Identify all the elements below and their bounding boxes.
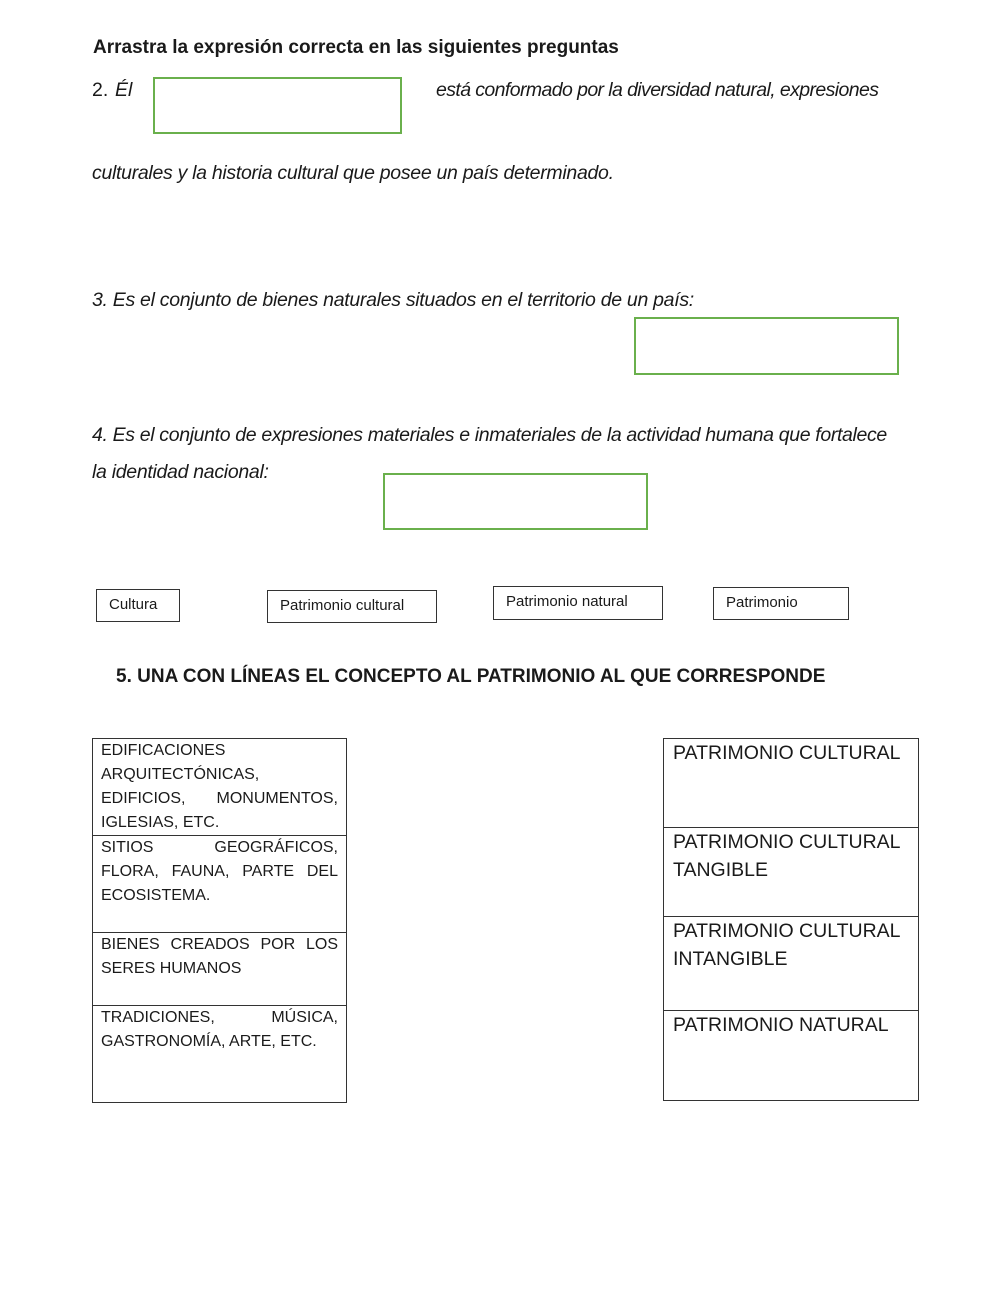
- question-2-lead: Él: [115, 79, 133, 101]
- question-2-text-line2: culturales y la historia cultural que posee un país determinado.: [92, 162, 614, 184]
- draggable-option-cultura[interactable]: Cultura: [96, 589, 180, 622]
- draggable-option-patrimonio[interactable]: Patrimonio: [713, 587, 849, 620]
- heritage-type-cell[interactable]: PATRIMONIO CULTURAL TANGIBLE: [664, 828, 919, 917]
- section-5-title: 5. UNA CON LÍNEAS EL CONCEPTO AL PATRIMONIO AL QUE CORRESPONDE: [116, 666, 826, 687]
- concept-cell[interactable]: EDIFICACIONES ARQUITECTÓNICAS, EDIFICIOS, MONUMENTOS, IGLESIAS, ETC.: [93, 739, 347, 836]
- draggable-option-patrimonio-natural[interactable]: Patrimonio natural: [493, 586, 663, 620]
- heritage-types-table: [663, 738, 919, 1101]
- concept-cell[interactable]: BIENES CREADOS POR LOS SERES HUMANOS: [93, 933, 347, 1006]
- question-3-text: 3. Es el conjunto de bienes naturales situados en el territorio de un país:: [92, 289, 694, 311]
- heritage-type-cell[interactable]: PATRIMONIO CULTURAL: [664, 739, 919, 828]
- concept-cell[interactable]: TRADICIONES, MÚSICA, GASTRONOMÍA, ARTE, ETC.: [93, 1006, 347, 1103]
- concepts-table: [92, 738, 347, 1103]
- heritage-type-cell[interactable]: PATRIMONIO NATURAL: [664, 1011, 919, 1101]
- question-2-text: está conformado por la diversidad natural, expresiones: [436, 79, 879, 101]
- question-4-text-line2: la identidad nacional:: [92, 461, 269, 483]
- question-2-drop-zone[interactable]: [153, 77, 402, 134]
- draggable-option-patrimonio-cultural[interactable]: Patrimonio cultural: [267, 590, 437, 623]
- question-3-drop-zone[interactable]: [634, 317, 899, 375]
- heritage-type-cell[interactable]: PATRIMONIO CULTURAL INTANGIBLE: [664, 917, 919, 1011]
- question-4-text: 4. Es el conjunto de expresiones materiales e inmateriales de la actividad humana que fortalece: [92, 424, 887, 446]
- question-4-drop-zone[interactable]: [383, 473, 648, 530]
- concept-cell[interactable]: SITIOS GEOGRÁFICOS, FLORA, FAUNA, PARTE DEL ECOSISTEMA.: [93, 836, 347, 933]
- question-2-number: 2.: [92, 79, 109, 101]
- instruction-title: Arrastra la expresión correcta en las siguientes preguntas: [93, 37, 619, 58]
